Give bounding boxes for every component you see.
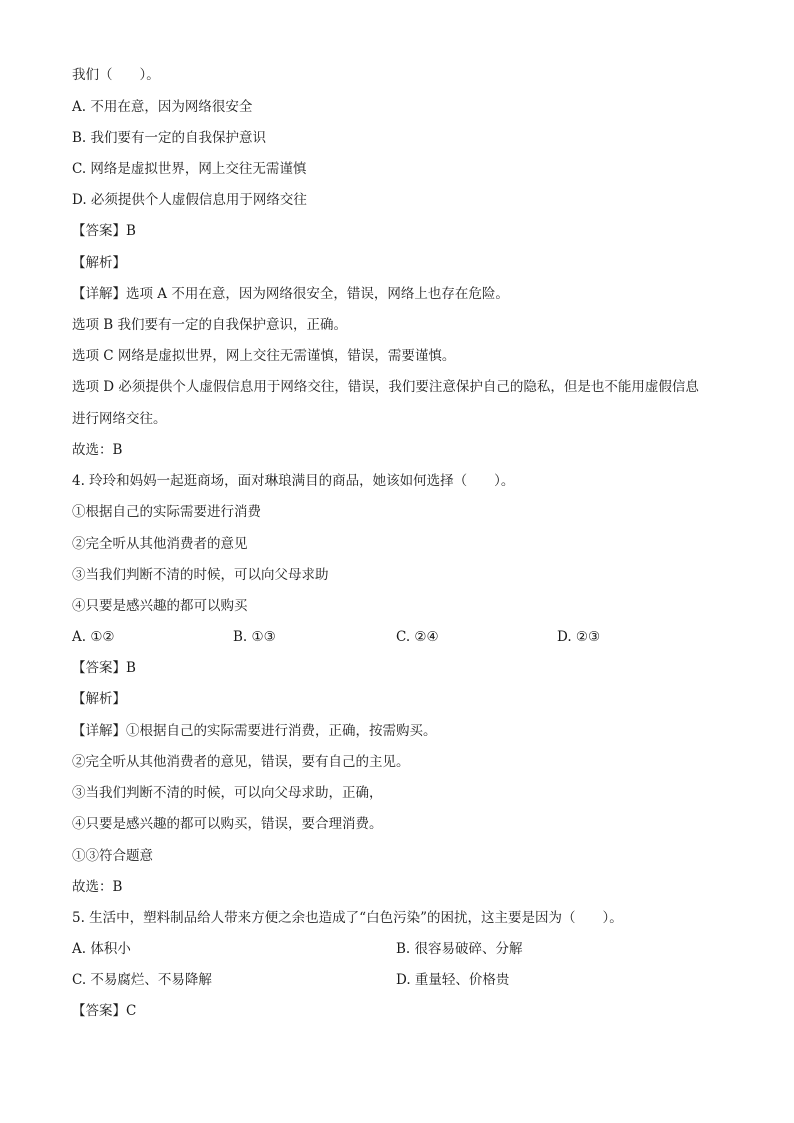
q3-choice: 故选：B	[72, 442, 123, 458]
q4-detail-1: 【详解】①根据自己的实际需要进行消费，正确，按需购买。	[72, 723, 437, 739]
q3-option-d: D. 必须提供个人虚假信息用于网络交往	[72, 192, 307, 208]
q4-analysis-label: 【解析】	[72, 691, 126, 707]
q3-analysis-label: 【解析】	[72, 255, 126, 271]
q3-option-a: A. 不用在意，因为网络很安全	[72, 99, 253, 115]
q4-detail-3: ③当我们判断不清的时候，可以向父母求助，正确，	[72, 785, 383, 801]
q5-option-d: D. 重量轻、价格贵	[396, 972, 510, 988]
q4-option-a: A. ①②	[72, 629, 115, 645]
q3-detail-3: 选项 C 网络是虚拟世界，网上交往无需谨慎，错误，需要谨慎。	[72, 348, 456, 364]
q4-detail-5: ①③符合题意	[72, 848, 153, 864]
q3-option-c: C. 网络是虚拟世界，网上交往无需谨慎	[72, 161, 307, 177]
q3-detail-4: 选项 D 必须提供个人虚假信息用于网络交往，错误，我们要注意保护自己的隐私，但是也不能用虚假信息	[72, 379, 699, 395]
q4-statement-3: ③当我们判断不清的时候，可以向父母求助	[72, 567, 329, 583]
q4-stem: 4. 玲玲和妈妈一起逛商场，面对琳琅满目的商品，她该如何选择（ ）。	[72, 473, 515, 489]
q4-option-c: C. ②④	[396, 629, 439, 645]
q3-detail-5: 进行网络交往。	[72, 411, 167, 427]
q5-option-a: A. 体积小	[72, 941, 131, 957]
q5-answer: 【答案】C	[72, 1003, 137, 1019]
q4-statement-1: ①根据自己的实际需要进行消费	[72, 504, 261, 520]
q3-detail-2: 选项 B 我们要有一定的自我保护意识，正确。	[72, 317, 348, 333]
q5-option-b: B. 很容易破碎、分解	[396, 941, 523, 957]
q4-detail-2: ②完全听从其他消费者的意见，错误，要有自己的主见。	[72, 754, 410, 770]
q4-answer: 【答案】B	[72, 660, 136, 676]
q4-option-b: B. ①③	[233, 629, 276, 645]
q5-option-c: C. 不易腐烂、不易降解	[72, 972, 212, 988]
q4-option-d: D. ②③	[557, 629, 601, 645]
q4-statement-2: ②完全听从其他消费者的意见	[72, 536, 248, 552]
q3-answer: 【答案】B	[72, 223, 136, 239]
q4-choice: 故选：B	[72, 879, 123, 895]
q3-stem-tail: 我们（ ）。	[72, 67, 160, 83]
q4-statement-4: ④只要是感兴趣的都可以购买	[72, 598, 248, 614]
q4-detail-4: ④只要是感兴趣的都可以购买，错误，要合理消费。	[72, 816, 383, 832]
q3-detail-1: 【详解】选项 A 不用在意，因为网络很安全，错误，网络上也存在危险。	[72, 286, 509, 302]
q5-stem: 5. 生活中，塑料制品给人带来方便之余也造成了“白色污染”的困扰，这主要是因为（ ）。	[72, 910, 623, 926]
q3-option-b: B. 我们要有一定的自我保护意识	[72, 130, 267, 146]
